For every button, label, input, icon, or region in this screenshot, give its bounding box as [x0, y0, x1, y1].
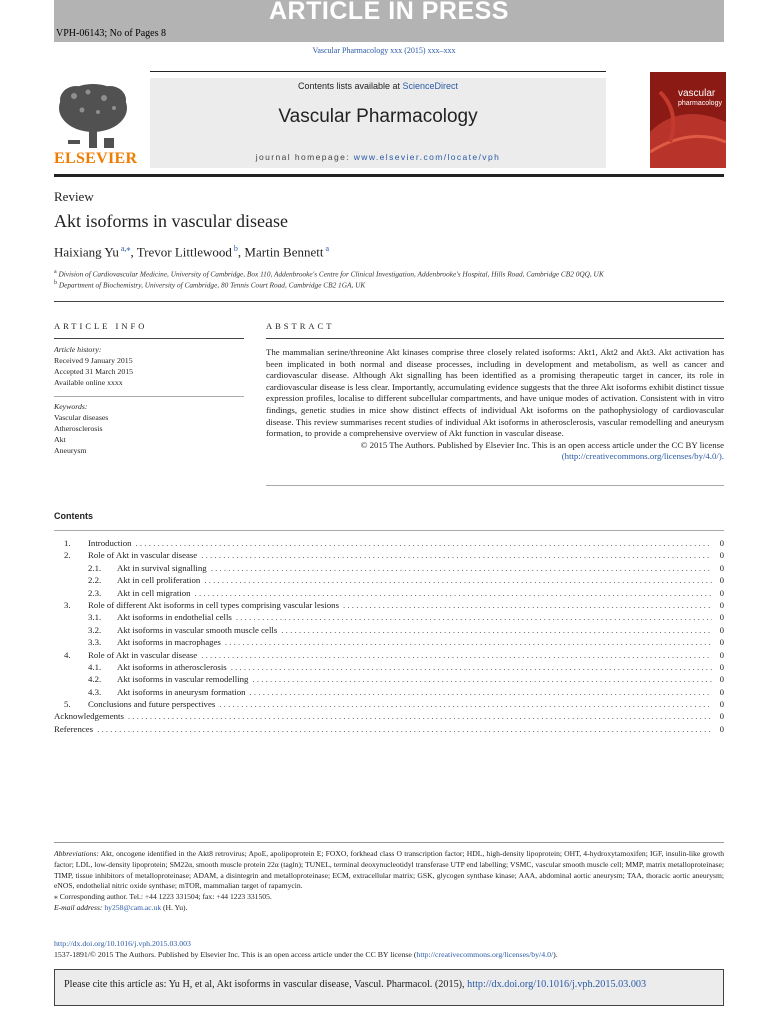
toc-entry-number: 2.1. — [88, 562, 102, 573]
header-top-rule — [150, 71, 606, 72]
toc-entry-number: 3.2. — [88, 624, 102, 635]
keywords — [54, 401, 108, 456]
toc-entry[interactable] — [64, 637, 724, 649]
toc-entry-number: 4.2. — [88, 674, 102, 685]
citation-doi-link[interactable]: http://dx.doi.org/10.1016/j.vph.2015.03.003 — [467, 979, 647, 990]
toc-dot-leader — [211, 563, 712, 573]
cover-title — [678, 89, 722, 108]
toc-entry-label[interactable]: Akt in survival signalling — [117, 562, 207, 573]
toc-entry-page: 0 — [719, 711, 724, 722]
author-name[interactable]: Haixiang Yu — [54, 244, 119, 260]
history-received: Received 9 January 2015 — [54, 356, 133, 365]
toc-entry-number: 3. — [64, 599, 71, 610]
copyright-license-link[interactable]: http://creativecommons.org/licenses/by/4.0/ — [416, 950, 554, 959]
toc-dot-leader — [250, 687, 712, 697]
toc-dot-leader — [201, 550, 712, 560]
toc-dot-leader — [236, 612, 712, 622]
email-link[interactable]: hy258@cam.ac.uk — [104, 902, 162, 912]
affiliation-a — [54, 269, 604, 278]
keyword: Akt — [54, 435, 66, 444]
toc-entry[interactable] — [64, 662, 724, 674]
abbreviations-text: Akt, oncogene identified in the Akt8 retrovirus; ApoE, apolipoprotein E; FOXO, forkhead class O transcription factor; HDL, high-density lipoprotein; OHT, 4-hydroxytamoxifen; IGF, insulin-like growth factor; LDL, low-density lipoprotein; SM22α, smooth muscle protein 22α (tagln); TUNEL, terminal deoxynucleotidyl transferase UTP end labelling; VSMC, vascular smooth muscle cell; MMP, matrix metalloproteinase; TIMP, tissue inhibitors of metalloproteinase; ADAM, a disintegrin and metalloproteinase; ECM, extracellular matrix; GSK, glycogen synthase kinase; AAA, abdominal aortic aneurysm; TAA, thoracic aortic aneurysm; eNOS, endothelial nitric oxide synthase; mTOR, mammalian target of rapamycin. — [54, 849, 724, 891]
toc-dot-leader — [136, 538, 713, 548]
footnotes — [54, 849, 724, 914]
toc-entry-label[interactable]: Role of Akt in vascular disease — [88, 649, 198, 660]
article-title: Akt isoforms in vascular disease — [54, 211, 288, 231]
affiliation-marker: b — [54, 280, 57, 286]
email-suffix: (H. Yu). — [161, 902, 188, 912]
toc-entry-number: 2.3. — [88, 587, 102, 598]
keyword: Aneurysm — [54, 446, 87, 455]
history-online: Available online xxxx — [54, 378, 123, 387]
toc-entry[interactable] — [64, 625, 724, 637]
toc-entry-label[interactable]: Akt in cell proliferation — [117, 575, 201, 586]
copyright-suffix: ). — [553, 950, 558, 959]
journal-name: Vascular Pharmacology — [278, 106, 478, 127]
history-accepted: Accepted 31 March 2015 — [54, 367, 134, 376]
toc-entry[interactable] — [64, 612, 724, 624]
toc-entry-number: 5. — [64, 699, 71, 710]
contents-rule — [54, 530, 724, 531]
table-of-contents — [54, 538, 724, 736]
toc-entry-page: 0 — [719, 587, 724, 598]
footnote-rule — [54, 842, 724, 843]
toc-entry-label[interactable]: References — [54, 723, 94, 734]
journal-cover-image — [650, 72, 726, 168]
toc-entry[interactable] — [54, 711, 724, 723]
toc-dot-leader — [204, 575, 712, 585]
toc-entry-page: 0 — [719, 562, 724, 573]
toc-entry-page: 0 — [719, 649, 724, 660]
history-label: Article history: — [54, 345, 102, 354]
toc-entry-label[interactable]: Introduction — [88, 538, 132, 548]
toc-entry-number: 2.2. — [88, 575, 102, 586]
article-type: Review — [54, 189, 94, 204]
abstract-heading: ABSTRACT — [266, 321, 335, 331]
toc-entry[interactable] — [64, 550, 724, 562]
toc-entry-label[interactable]: Akt isoforms in vascular remodelling — [117, 674, 249, 685]
author-name[interactable]: , Martin Bennett — [237, 244, 324, 260]
toc-entry-label[interactable]: Acknowledgements — [54, 711, 124, 722]
article-history — [54, 344, 133, 388]
keywords-rule — [54, 396, 244, 397]
toc-entry-label[interactable]: Akt isoforms in endothelial cells — [117, 612, 232, 623]
toc-entry-number: 4.3. — [88, 686, 102, 697]
toc-dot-leader — [231, 662, 712, 672]
contents-lists-line — [150, 81, 606, 91]
sciencedirect-link[interactable]: ScienceDirect — [402, 81, 459, 91]
toc-entry-number: 3.3. — [88, 637, 102, 648]
keyword: Vascular diseases — [54, 413, 109, 422]
citation-text: Please cite this article as: Yu H, et al, Akt isoforms in vascular disease, Vascul. Pharmacol. (2015), — [64, 979, 468, 990]
toc-entry-page: 0 — [719, 661, 724, 672]
toc-entry-label[interactable]: Akt isoforms in aneurysm formation — [117, 686, 246, 697]
cover-title-sub: pharmacology — [678, 100, 722, 107]
toc-entry-number: 3.1. — [88, 612, 102, 623]
toc-entry-label[interactable]: Role of different Akt isoforms in cell types comprising vascular lesions — [88, 599, 339, 610]
article-info-heading: ARTICLE INFO — [54, 321, 148, 331]
toc-entry[interactable] — [64, 650, 724, 662]
email-label: E-mail address: — [54, 902, 103, 912]
keywords-label: Keywords: — [54, 402, 88, 411]
toc-dot-leader — [128, 711, 712, 721]
abbreviations-label: Abbreviations: — [54, 849, 99, 858]
toc-entry-number: 4. — [64, 649, 71, 660]
journal-header-box — [150, 78, 606, 168]
copyright-text: 1537-1891/© 2015 The Authors. Published by Elsevier Inc. This is an open access article under the CC BY license ( — [54, 950, 417, 959]
toc-entry-page: 0 — [719, 550, 724, 561]
contents-prefix: Contents lists available at — [297, 81, 403, 91]
contents-title: Contents — [54, 511, 93, 521]
title-separator-rule — [54, 301, 724, 302]
toc-entry-page: 0 — [719, 699, 724, 710]
toc-dot-leader — [225, 637, 712, 647]
toc-entry[interactable] — [64, 575, 724, 587]
article-in-press-banner — [54, 0, 724, 42]
publisher-logo-text: ELSEVIER — [54, 150, 138, 167]
toc-entry-label[interactable]: Conclusions and future perspectives — [88, 699, 216, 710]
keyword: Atherosclerosis — [54, 424, 103, 433]
abstract-license-link[interactable]: (http://creativecommons.org/licenses/by/4.0/). — [561, 451, 724, 462]
homepage-link[interactable]: www.elsevier.com/locate/vph — [353, 152, 501, 162]
toc-entry-page: 0 — [719, 538, 724, 548]
toc-entry[interactable] — [64, 588, 724, 600]
toc-entry-number: 4.1. — [88, 661, 102, 672]
author-name[interactable]: , Trevor Littlewood — [130, 244, 232, 260]
toc-entry-page: 0 — [719, 637, 724, 648]
author-affiliation-marker[interactable]: a,⁎ — [118, 244, 131, 253]
affiliation-b — [54, 280, 365, 289]
article-id: VPH-06143; No of Pages 8 — [56, 28, 166, 39]
author-affiliation-marker[interactable]: b — [231, 244, 238, 253]
toc-entry[interactable] — [64, 674, 724, 686]
toc-entry-page: 0 — [719, 723, 724, 734]
toc-entry-page: 0 — [719, 599, 724, 610]
toc-entry-label[interactable]: Akt in cell migration — [117, 587, 191, 598]
abstract-body — [266, 347, 724, 463]
abstract-rule — [266, 338, 724, 339]
toc-dot-leader — [97, 724, 712, 734]
citation-box — [54, 969, 724, 1006]
toc-dot-leader — [195, 588, 712, 598]
toc-entry[interactable] — [54, 724, 724, 736]
toc-entry-label[interactable]: Akt isoforms in macrophages — [117, 637, 221, 648]
affiliation-text: Division of Cardiovascular Medicine, University of Cambridge, Box 110, Addenbrooke's Centre for Clinical Investigation, Addenbrooke's Hospital, Hills Road, Cambridge CB2 0QQ, UK — [56, 269, 604, 279]
copyright-line — [54, 950, 558, 959]
toc-dot-leader — [281, 625, 712, 635]
toc-entry-label[interactable]: Akt isoforms in vascular smooth muscle cells — [117, 624, 278, 635]
toc-entry[interactable] — [64, 600, 724, 612]
journal-reference-link[interactable]: Vascular Pharmacology xxx (2015) xxx–xxx — [312, 46, 456, 55]
homepage-prefix: journal homepage: — [255, 152, 354, 162]
author-list — [54, 244, 329, 260]
toc-entry[interactable] — [64, 538, 724, 550]
toc-entry[interactable] — [64, 687, 724, 699]
cover-title-main: vascular — [678, 88, 716, 99]
toc-entry-page: 0 — [719, 674, 724, 685]
toc-entry-number: 2. — [64, 550, 71, 561]
banner-title: ARTICLE IN PRESS — [269, 0, 509, 25]
header-bottom-rule — [54, 174, 724, 177]
toc-dot-leader — [201, 650, 712, 660]
abstract-text: The mammalian serine/threonine Akt kinases comprise three closely related isoforms: Akt1, Akt2 and Akt3. Akt activation has been implicated in both normal and disease processes, including in development and metabolism, as well as cancer and cardiovascular disease. Although Akt signalling has been identified as a promising therapeutic target in cancer, its role in cardiovascular disease is less clear. Importantly, accumulating evidence suggests that the three Akt isoforms exhibit distinct tissue expression profiles, localise to different subcellular compartments, and have unique modes of activation. Consistent with in vitro findings, genetic studies in mice show distinct effects of individual Akt isoforms on the pathophysiology of cardiovascular disease. This review summarises recent studies of individual Akt isoforms in atherosclerosis, vascular remodelling and aneurysm formation, to provide a comprehensive overview of Akt function in vascular disease. — [266, 347, 724, 439]
citation-text-line — [64, 979, 646, 990]
toc-dot-leader — [252, 674, 712, 684]
toc-entry-label[interactable]: Akt isoforms in atherosclerosis — [117, 661, 227, 672]
abstract-bottom-rule — [266, 485, 724, 486]
toc-dot-leader — [343, 600, 712, 610]
doi-link[interactable]: http://dx.doi.org/10.1016/j.vph.2015.03.003 — [54, 939, 191, 948]
corresponding-author: ⁎ Corresponding author. Tel.: +44 1223 331504; fax: +44 1223 331505. — [54, 892, 272, 902]
toc-entry-page: 0 — [719, 612, 724, 623]
author-affiliation-marker[interactable]: a — [323, 244, 330, 253]
journal-homepage-line — [150, 152, 606, 162]
toc-entry-page: 0 — [719, 686, 724, 697]
toc-entry-page: 0 — [719, 624, 724, 635]
toc-entry-page: 0 — [719, 575, 724, 586]
toc-entry[interactable] — [64, 699, 724, 711]
toc-entry-label[interactable]: Role of Akt in vascular disease — [88, 550, 198, 561]
toc-entry[interactable] — [64, 563, 724, 575]
toc-entry-number: 1. — [64, 538, 71, 548]
affiliation-text: Department of Biochemistry, University of Cambridge, 80 Tennis Court Road, Cambridge CB2 1GA, UK — [57, 280, 366, 290]
abstract-license: © 2015 The Authors. Published by Elsevier Inc. This is an open access article under the CC BY license — [360, 439, 724, 450]
article-info-rule — [54, 338, 244, 339]
affiliation-marker: a — [54, 269, 57, 275]
cover-artwork-icon — [650, 72, 726, 168]
toc-dot-leader — [219, 699, 712, 709]
